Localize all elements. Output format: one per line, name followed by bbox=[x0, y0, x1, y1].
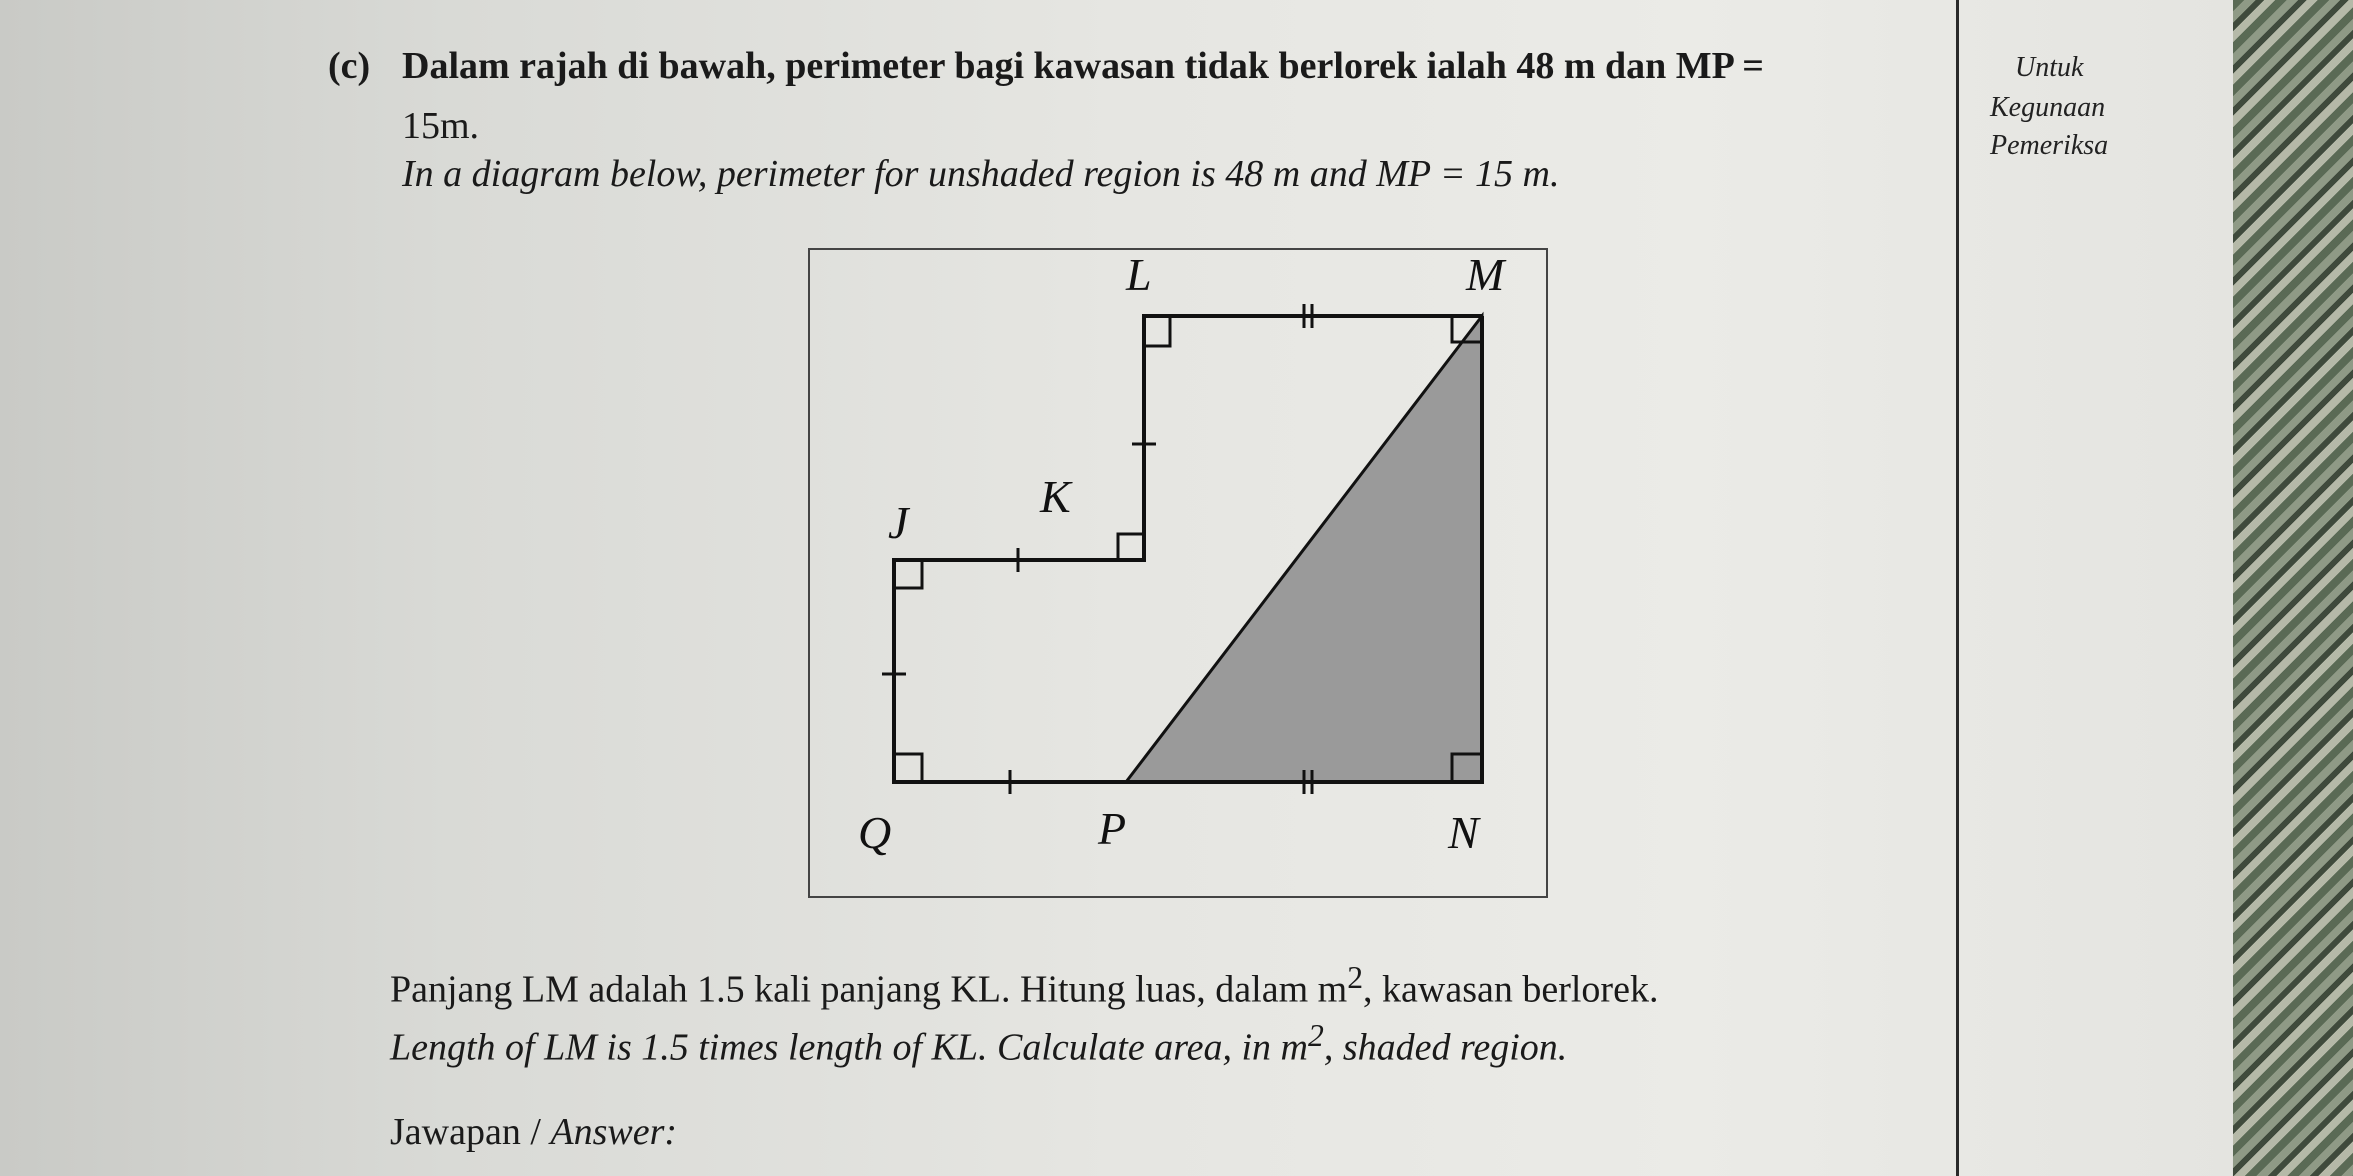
task-malay-prefix: Panjang LM adalah 1.5 kali panjang KL. Hitung luas, dalam m bbox=[390, 968, 1348, 1011]
point-K: K bbox=[1040, 471, 1071, 522]
question-english-line: In a diagram below, perimeter for unshaded region is 48 m and MP = 15 m. bbox=[402, 153, 1560, 195]
examiner-margin-line bbox=[1956, 0, 1959, 1176]
answer-malay: Jawapan bbox=[390, 1111, 521, 1153]
question-label: (c) bbox=[328, 45, 371, 87]
background-cloth bbox=[2233, 0, 2353, 1176]
answer-label bbox=[390, 1110, 677, 1154]
point-Q: Q bbox=[858, 807, 892, 858]
task-malay-suffix: , kawasan berlorek. bbox=[1363, 968, 1659, 1011]
margin-untuk: Untuk bbox=[2015, 52, 2084, 83]
shaded-triangle bbox=[1126, 316, 1482, 782]
task-malay bbox=[390, 960, 1658, 1012]
right-angle-Q bbox=[894, 754, 922, 782]
question-malay-line2: 15m. bbox=[402, 105, 480, 147]
margin-kegunaan: Kegunaan bbox=[1990, 92, 2106, 123]
question-malay-line1: Dalam rajah di bawah, perimeter bagi kawasan tidak berlorek ialah 48 m dan MP = bbox=[402, 45, 1764, 87]
point-M: M bbox=[1466, 249, 1505, 300]
point-N: N bbox=[1448, 807, 1479, 858]
right-angle-J bbox=[894, 560, 922, 588]
geometry-diagram bbox=[808, 248, 1548, 898]
margin-pemeriksa: Pemeriksa bbox=[1990, 130, 2109, 161]
right-angle-L bbox=[1144, 316, 1170, 346]
task-english-prefix: Length of LM is 1.5 times length of KL. Calculate area, in m bbox=[390, 1026, 1308, 1069]
task-english-suffix: , shaded region. bbox=[1323, 1026, 1568, 1069]
answer-english: Answer: bbox=[550, 1111, 678, 1153]
point-J: J bbox=[888, 497, 909, 548]
point-L: L bbox=[1126, 249, 1152, 300]
point-P: P bbox=[1098, 803, 1127, 854]
right-angle-K bbox=[1118, 534, 1144, 560]
task-malay-sup: 2 bbox=[1347, 960, 1364, 995]
task-english bbox=[390, 1018, 1567, 1070]
task-english-sup: 2 bbox=[1307, 1018, 1324, 1053]
answer-sep: / bbox=[520, 1111, 551, 1153]
